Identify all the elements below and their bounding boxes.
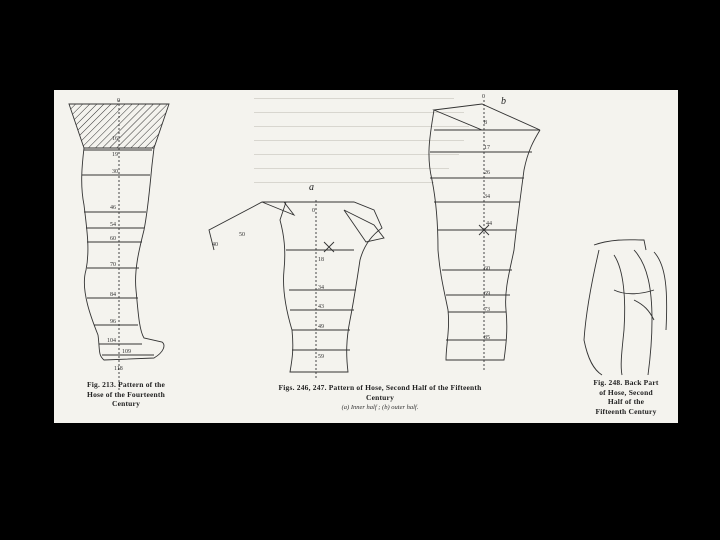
fig213-measure-label: 84 [110,292,116,298]
fig247-measure-label: 0 [482,94,485,100]
fig248-caption-line2: of Hose, Second [599,387,653,397]
fig247-measure-label: 73 [484,307,490,313]
fig213-measure-label: 16 [112,136,118,142]
fig247-measure-label: 8 [484,120,487,126]
fig247-measure-label: 17 [484,145,490,151]
document-plate [54,90,678,423]
fig213-measure-label: 60 [110,236,116,242]
fig246-caption-line1: Figs. 246, 247. Pattern of Hose, Second Half of the Fifteenth [278,383,482,392]
fig248-caption-line1: Fig. 248. Back Part [593,378,659,387]
fig246-measure-label: 18 [318,257,324,263]
fig213-measure-label: 46 [110,205,116,211]
fig213-measure-label: 109 [122,349,131,355]
fig213-caption-line2: Hose of the Fourteenth [87,389,165,399]
fig246-measure-label: 50 [239,232,245,238]
fig246-measure-label: 59 [318,354,324,360]
fig213-measure-label: 30 [112,169,118,175]
fig247-measure-label: 69 [484,291,490,297]
fig213-measure-label: 0 [117,98,120,104]
fig213-measure-label: 104 [107,338,116,344]
fig246-measure-label: 0 [312,208,315,214]
fig247-measure-label: 60 [484,266,490,272]
fig246-measure-label: 34 [318,285,324,291]
fig248-caption [576,378,676,416]
figure-letter-a: a [309,182,314,193]
fig248-caption-line4: Fifteenth Century [595,406,657,416]
fig213-caption-line3: Century [111,399,141,408]
fig247-measure-label: 44 [486,221,492,227]
figure-letter-b: b [501,96,506,107]
fig213-measure-label: 118 [114,366,123,372]
fig247-measure-label: 34 [484,194,490,200]
fig248-caption-line3: Half of the [607,397,645,406]
fig246-caption [230,383,530,402]
fig213-measure-label: 96 [110,319,116,325]
fig246-measure-label: 43 [318,304,324,310]
fig246-measure-label: 40 [212,242,218,248]
fig247-measure-label: 85 [484,335,490,341]
fig246-measure-label: 49 [318,324,324,330]
fig246-subcaption: (a) Inner half ; (b) outer half. [341,404,419,411]
fig213-caption-line1: Fig. 213. Pattern of the [86,380,166,389]
fig248-back-part-sketch [54,90,678,423]
fig213-measure-label: 19 [112,152,118,158]
fig213-measure-label: 70 [110,262,116,268]
fig213-measure-label: 54 [110,222,116,228]
fig247-measure-label: 26 [484,170,490,176]
fig246-caption-line2: Century [365,392,395,402]
fig213-caption [56,380,196,409]
